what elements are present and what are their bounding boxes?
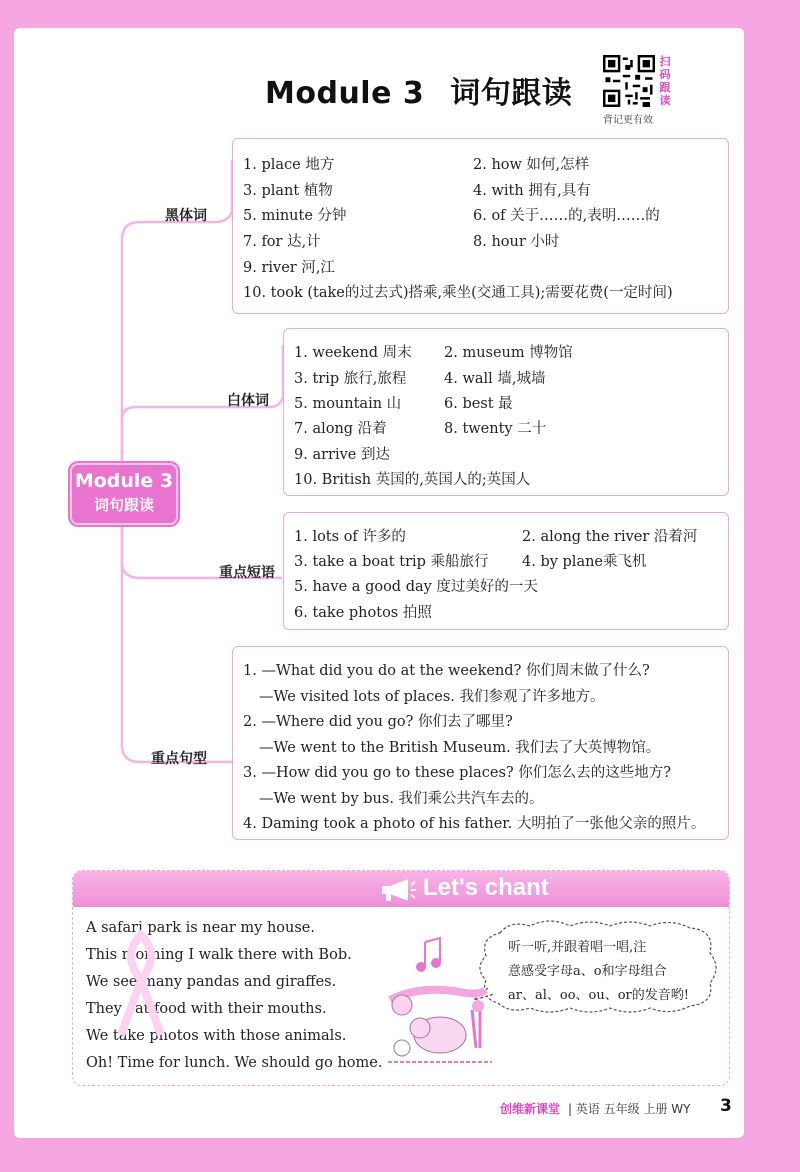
page-title: Module 3 词句跟读 — [265, 76, 573, 111]
list-item: 3. —How did you go to these places? 你们怎么去的这些地方? — [243, 765, 672, 781]
bold-words-box — [232, 138, 729, 314]
animals-illustration-icon — [380, 930, 500, 1070]
plain-words-box — [283, 328, 729, 496]
list-item: 2. how 如何,怎样 — [473, 157, 590, 173]
ribbon-icon — [106, 930, 176, 1040]
list-item: —We went to the British Museum. 我们去了大英博物馆。 — [259, 740, 661, 756]
list-item: 3. take a boat trip 乘船旅行 — [294, 554, 489, 570]
label-sentences: 重点句型 — [151, 751, 207, 767]
list-item: 5. minute 分钟 — [243, 208, 347, 224]
label-phrases: 重点短语 — [219, 565, 275, 581]
list-item: 6. of 关于……的,表明……的 — [473, 208, 660, 224]
chant-header — [73, 871, 729, 907]
phrases-box — [283, 512, 729, 630]
megaphone-icon — [378, 877, 416, 903]
center-node: Module 3 词句跟读 — [70, 463, 178, 525]
qr-caption: 背记更有效 — [603, 115, 653, 126]
list-item: 10. took (take的过去式)搭乘,乘坐(交通工具);需要花费(一定时间) — [243, 285, 673, 301]
list-item: 1. —What did you do at the weekend? 你们周末做了什么? — [243, 663, 650, 679]
list-item: 4. by plane乘飞机 — [522, 554, 647, 570]
list-item: 6. best 最 — [444, 396, 513, 412]
chant-line: Oh! Time for lunch. We should go home. — [86, 1055, 383, 1071]
list-item: 9. arrive 到达 — [294, 447, 390, 463]
list-item: 10. British 英国的,英国人的;英国人 — [294, 472, 531, 488]
list-item: 3. trip 旅行,旅程 — [294, 371, 407, 387]
list-item: 7. along 沿着 — [294, 421, 387, 437]
list-item: 1. place 地方 — [243, 157, 335, 173]
list-item: 1. weekend 周末 — [294, 345, 412, 361]
chant-line: A safari park is near my house. — [86, 920, 315, 936]
list-item: 4. wall 墙,城墙 — [444, 371, 546, 387]
page-number: 3 — [720, 1096, 732, 1116]
chant-line: We see many pandas and giraffes. — [86, 974, 337, 990]
list-item: 2. —Where did you go? 你们去了哪里? — [243, 714, 513, 730]
list-item: 8. twenty 二十 — [444, 421, 547, 437]
list-item: 5. mountain 山 — [294, 396, 402, 412]
bubble-text: 意感受字母a、o和字母组合 — [508, 964, 667, 979]
list-item: 9. river 河,江 — [243, 260, 335, 276]
list-item: 1. lots of 许多的 — [294, 529, 406, 545]
label-plain-words: 白体词 — [227, 393, 269, 409]
list-item: 8. hour 小时 — [473, 234, 560, 250]
list-item: —We went by bus. 我们乘公共汽车去的。 — [259, 791, 544, 807]
chant-line: They eat food with their mouths. — [86, 1001, 327, 1017]
chant-line: We take photos with those animals. — [86, 1028, 347, 1044]
footer-subject: | 英语 五年级 上册 WY — [568, 1102, 691, 1116]
list-item: 6. take photos 拍照 — [294, 605, 432, 621]
sentences-box — [232, 646, 729, 840]
list-item: 4. with 拥有,具有 — [473, 183, 591, 199]
list-item: —We visited lots of places. 我们参观了许多地方。 — [259, 689, 605, 705]
bubble-text: 听一听,并跟着唱一唱,注 — [508, 940, 647, 955]
list-item: 3. plant 植物 — [243, 183, 333, 199]
list-item: 2. along the river 沿着河 — [522, 529, 698, 545]
bubble-text: ar、al、oo、ou、or的发音哟! — [508, 988, 689, 1003]
label-bold-words: 黑体词 — [165, 208, 207, 224]
list-item: 7. for 达,计 — [243, 234, 321, 250]
list-item: 4. Daming took a photo of his father. 大明拍了一张他父亲的照片。 — [243, 816, 706, 832]
chant-line: This morning I walk there with Bob. — [86, 947, 352, 963]
list-item: 2. museum 博物馆 — [444, 345, 573, 361]
qr-tag: 扫码跟读 — [659, 55, 671, 107]
list-item: 5. have a good day 度过美好的一天 — [294, 579, 538, 595]
footer-brand: 创维新课堂 — [500, 1102, 561, 1116]
chant-title: Let's chant — [423, 874, 549, 901]
